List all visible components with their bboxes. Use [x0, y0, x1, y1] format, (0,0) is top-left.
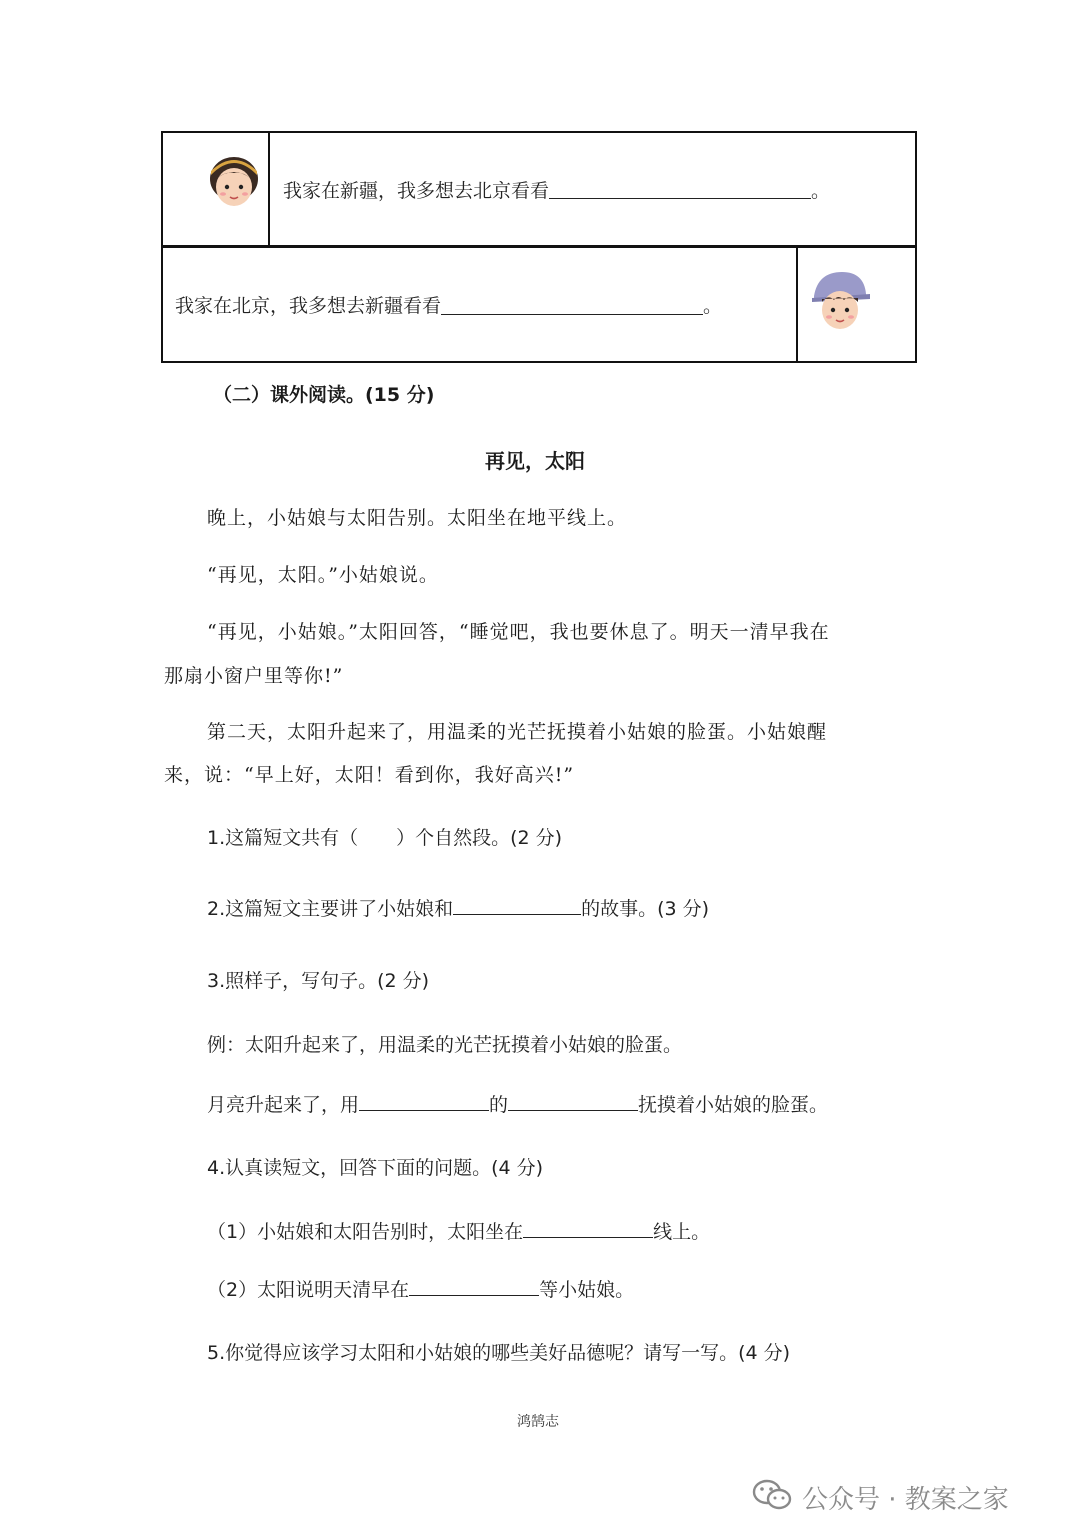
story-title: 再见，太阳	[485, 449, 585, 473]
answer-blank[interactable]	[453, 894, 581, 915]
story-paragraph-4-line-1: 第二天，太阳升起来了，用温柔的光芒抚摸着小姑娘的脸蛋。小姑娘醒	[207, 721, 828, 743]
wechat-icon	[752, 1478, 792, 1516]
question-4: 4.认真读短文，回答下面的问题。(4 分)	[207, 1157, 544, 1179]
story-paragraph-4-line-2: 来，说：“早上好，太阳！看到你，我好高兴!”	[164, 764, 575, 786]
cell-divider	[796, 248, 798, 361]
girl-avatar-icon	[201, 149, 267, 219]
boy-avatar-icon	[806, 266, 874, 338]
watermark	[752, 1478, 1009, 1516]
question-3-example: 例：太阳升起来了，用温柔的光芒抚摸着小姑娘的脸蛋。	[207, 1034, 683, 1056]
story-paragraph-3-line-1: “再见，小姑娘。”太阳回答，“睡觉吧，我也要休息了。明天一清早我在	[207, 621, 830, 643]
question-4-2: （2）太阳说明天清早在 等小姑娘。	[207, 1275, 634, 1302]
dialogue-row-beijing	[161, 246, 917, 363]
answer-blank[interactable]	[508, 1090, 638, 1111]
page-footer: 鸿鹄志	[517, 1414, 559, 1430]
story-paragraph-2: “再见，太阳。”小姑娘说。	[207, 564, 439, 586]
question-4-1: （1）小姑娘和太阳告别时，太阳坐在 线上。	[207, 1217, 710, 1244]
row2-sentence: 我家在北京，我多想去新疆看看 。	[175, 295, 723, 317]
answer-blank[interactable]	[441, 294, 703, 315]
answer-blank[interactable]	[359, 1090, 489, 1111]
cell-divider	[268, 133, 270, 245]
answer-blank[interactable]	[409, 1275, 539, 1296]
row1-sentence: 我家在新疆，我多想去北京看看 。	[283, 179, 831, 202]
question-3-fill: 月亮升起来了，用 的 抚摸着小姑娘的脸蛋。	[207, 1090, 828, 1117]
question-3: 3.照样子，写句子。(2 分)	[207, 970, 430, 992]
story-paragraph-1: 晚上，小姑娘与太阳告别。太阳坐在地平线上。	[207, 507, 628, 529]
answer-blank[interactable]	[549, 179, 811, 200]
section-heading: （二）课外阅读。(15 分)	[213, 384, 435, 406]
dialogue-row-xinjiang	[161, 131, 917, 247]
story-paragraph-3-line-2: 那扇小窗户里等你!”	[164, 665, 344, 687]
question-1: 1.这篇短文共有（ ）个自然段。(2 分)	[207, 827, 563, 849]
question-2: 2.这篇短文主要讲了小姑娘和 的故事。(3 分)	[207, 894, 709, 921]
answer-blank[interactable]	[523, 1217, 653, 1238]
question-5: 5.你觉得应该学习太阳和小姑娘的哪些美好品德呢？请写一写。(4 分)	[207, 1342, 791, 1364]
watermark-text: 公众号 · 教案之家	[802, 1484, 1009, 1515]
